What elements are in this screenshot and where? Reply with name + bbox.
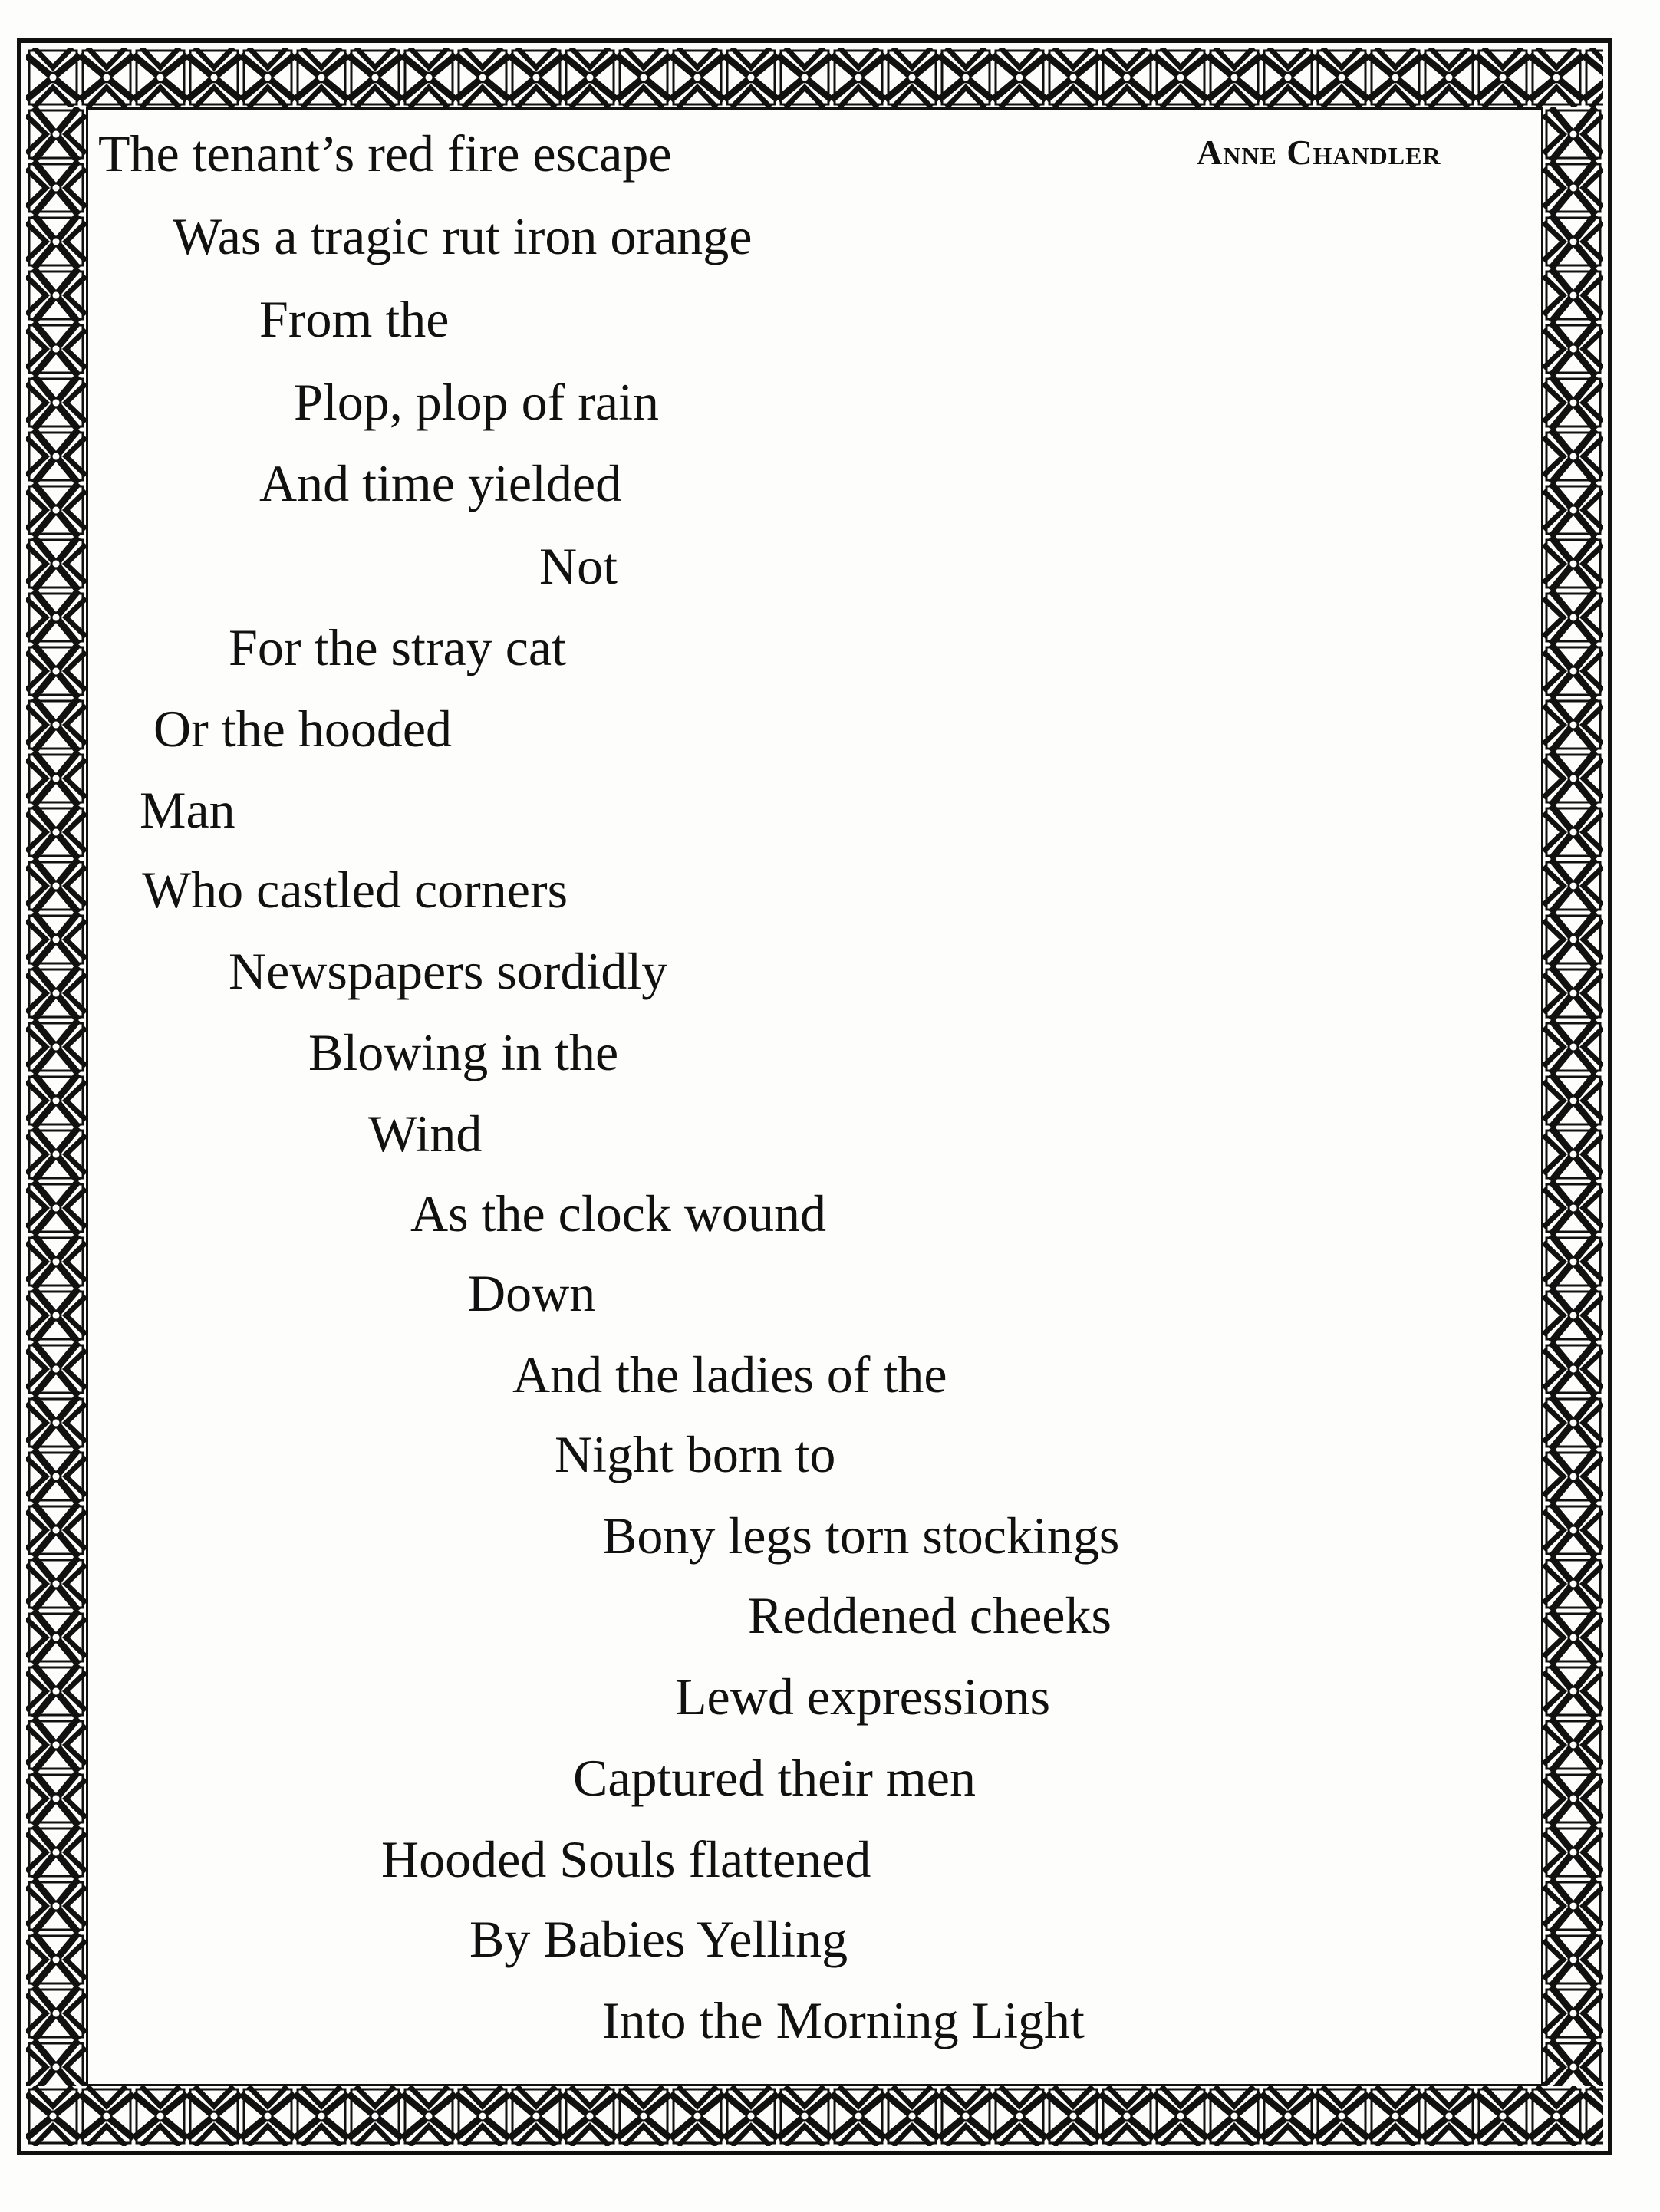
poem-line: Lewd expressions — [675, 1667, 1051, 1726]
poem-line: Who castled corners — [142, 861, 568, 919]
poem-line: Reddened cheeks — [748, 1586, 1112, 1644]
poem-line: Bony legs torn stockings — [602, 1506, 1120, 1565]
poem-line: Down — [468, 1264, 596, 1322]
poem-line: Wind — [368, 1104, 483, 1163]
poem-line: Not — [539, 537, 618, 595]
poem-line: From the — [259, 290, 450, 348]
celtic-border-right — [1543, 107, 1603, 2086]
poem-line: Night born to — [555, 1425, 836, 1483]
poem-line: Newspapers sordidly — [229, 942, 668, 1000]
poem-line: Into the Morning Light — [602, 1991, 1085, 2049]
celtic-border-bottom — [26, 2086, 1603, 2146]
poem-line: The tenant’s red fire escape — [98, 124, 672, 183]
poem-line: Blowing in the — [308, 1023, 619, 1081]
poem-line: By Babies Yelling — [469, 1910, 848, 1968]
poem-line: Hooded Souls flattened — [381, 1830, 871, 1888]
poem-line: Was a tragic rut iron orange — [173, 207, 753, 265]
poem-line: As the clock wound — [410, 1184, 827, 1243]
poem-line: Man — [140, 781, 235, 839]
poem-line: For the stray cat — [229, 618, 566, 676]
poem-line: Captured their men — [573, 1749, 976, 1807]
poem-line: And the ladies of the — [512, 1345, 947, 1404]
poem-line: Plop, plop of rain — [294, 373, 659, 431]
celtic-border-top — [26, 48, 1603, 107]
poem-line: Or the hooded — [153, 699, 453, 758]
poem-line: And time yielded — [259, 454, 622, 512]
celtic-border-left — [26, 107, 86, 2086]
author-name: Anne Chandler — [1197, 133, 1441, 172]
